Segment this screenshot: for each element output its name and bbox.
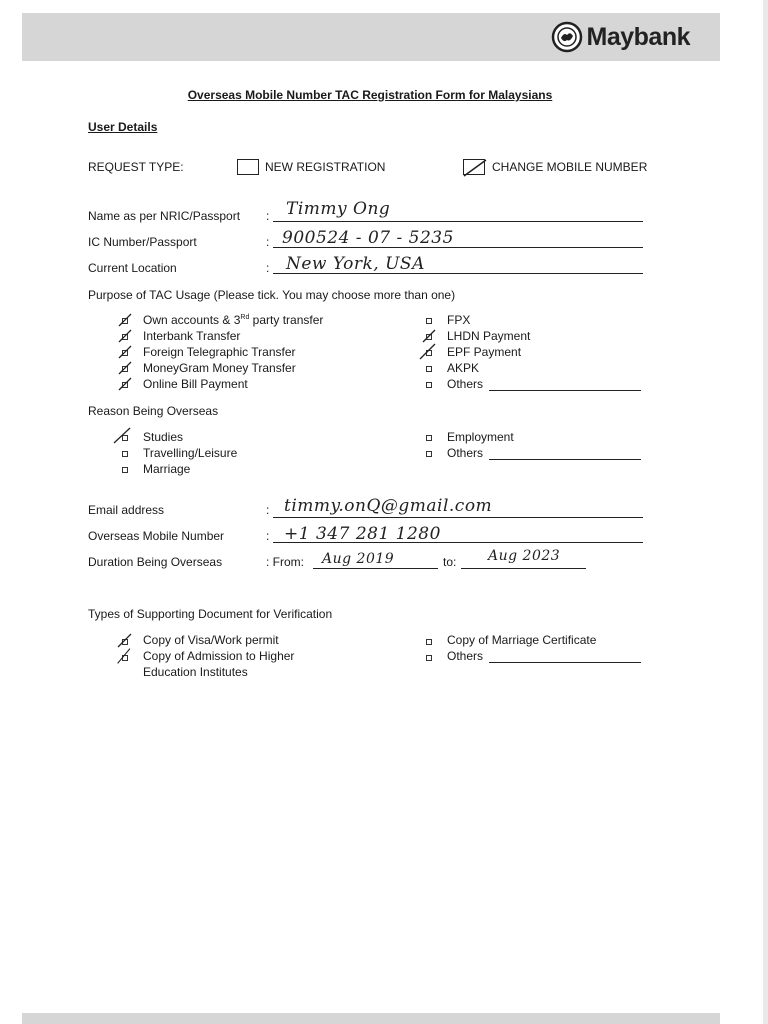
purpose-label: MoneyGram Money Transfer <box>143 361 296 375</box>
purpose-label: Foreign Telegraphic Transfer <box>143 345 296 359</box>
email-line <box>273 517 643 518</box>
checkbox[interactable] <box>122 451 128 457</box>
reason-label: Employment <box>447 430 514 444</box>
name-label: Name as per NRIC/Passport <box>88 209 241 223</box>
name-value[interactable]: Timmy Ong <box>286 199 391 219</box>
purpose-label: Own accounts & 3Rd party transfer <box>143 313 324 327</box>
to-line <box>461 568 586 569</box>
checkbox[interactable] <box>426 639 432 645</box>
request-type-label: REQUEST TYPE: <box>88 160 184 174</box>
document-label: Copy of Marriage Certificate <box>447 633 597 647</box>
page-edge <box>763 0 768 1024</box>
others-line <box>489 662 641 663</box>
header-bar <box>22 13 720 61</box>
tick-mark-icon <box>112 426 134 444</box>
tick-mark-icon <box>117 375 139 393</box>
duration-from-label: : From: <box>266 555 304 569</box>
purpose-label: Interbank Transfer <box>143 329 241 343</box>
logo-text: Maybank <box>586 22 690 51</box>
reason-label: Others <box>447 446 484 460</box>
purpose-label: Online Bill Payment <box>143 377 248 391</box>
checkbox[interactable] <box>426 451 432 457</box>
reason-label: Travelling/Leisure <box>143 446 238 460</box>
document-label: Others <box>447 649 484 663</box>
tick-mark-icon <box>462 158 488 178</box>
others-line <box>489 390 641 391</box>
maybank-logo <box>551 21 690 53</box>
purpose-label: Others <box>447 377 484 391</box>
footer-bar <box>22 1013 720 1024</box>
tiger-emblem-icon <box>551 21 583 53</box>
change-mobile-label: CHANGE MOBILE NUMBER <box>492 160 648 174</box>
location-label: Current Location <box>88 261 177 275</box>
purpose-label: LHDN Payment <box>447 329 531 343</box>
new-registration-checkbox[interactable] <box>237 159 259 175</box>
purpose-label: AKPK <box>447 361 480 375</box>
others-line <box>489 459 641 460</box>
form-title: Overseas Mobile Number TAC Registration Form for Malaysians <box>187 88 553 102</box>
ic-label: IC Number/Passport <box>88 235 197 249</box>
duration-label: Duration Being Overseas <box>88 555 223 569</box>
duration-to-label: to: <box>443 555 457 569</box>
tick-mark-icon <box>114 647 136 665</box>
from-line <box>313 568 438 569</box>
user-details-heading: User Details <box>88 120 158 134</box>
name-line <box>273 221 643 222</box>
purpose-label: EPF Payment <box>447 345 522 359</box>
reason-label: Studies <box>143 430 184 444</box>
to-value[interactable]: Aug 2023 <box>488 548 561 564</box>
change-mobile-checkbox[interactable] <box>463 159 485 175</box>
checkbox[interactable] <box>122 467 128 473</box>
documents-heading: Types of Supporting Document for Verification <box>88 607 333 621</box>
location-colon: : <box>266 261 270 275</box>
checkbox[interactable] <box>426 435 432 441</box>
document-label: Copy of Visa/Work permit <box>143 633 279 647</box>
new-registration-label: NEW REGISTRATION <box>265 160 386 174</box>
name-colon: : <box>266 209 270 223</box>
reason-heading: Reason Being Overseas <box>88 404 219 418</box>
email-label: Email address <box>88 503 165 517</box>
mobile-label: Overseas Mobile Number <box>88 529 225 543</box>
mobile-colon: : <box>266 529 270 543</box>
document-label: Copy of Admission to Higher <box>143 649 295 663</box>
ic-value[interactable]: 900524 - 07 - 5235 <box>282 228 454 248</box>
location-value[interactable]: New York, USA <box>286 254 425 274</box>
from-value[interactable]: Aug 2019 <box>322 551 395 567</box>
purpose-label: FPX <box>447 313 471 327</box>
mobile-value[interactable]: +1 347 281 1280 <box>284 524 441 544</box>
checkbox[interactable] <box>426 655 432 661</box>
checkbox[interactable] <box>426 382 432 388</box>
email-colon: : <box>266 503 270 517</box>
tick-mark-icon <box>418 342 440 360</box>
purpose-heading: Purpose of TAC Usage (Please tick. You may choose more than one) <box>88 288 456 302</box>
document-label-continued: Education Institutes <box>143 665 248 679</box>
email-value[interactable]: timmy.onQ@gmail.com <box>284 496 493 516</box>
checkbox[interactable] <box>426 366 432 372</box>
checkbox[interactable] <box>426 318 432 324</box>
reason-label: Marriage <box>143 462 191 476</box>
ic-colon: : <box>266 235 270 249</box>
